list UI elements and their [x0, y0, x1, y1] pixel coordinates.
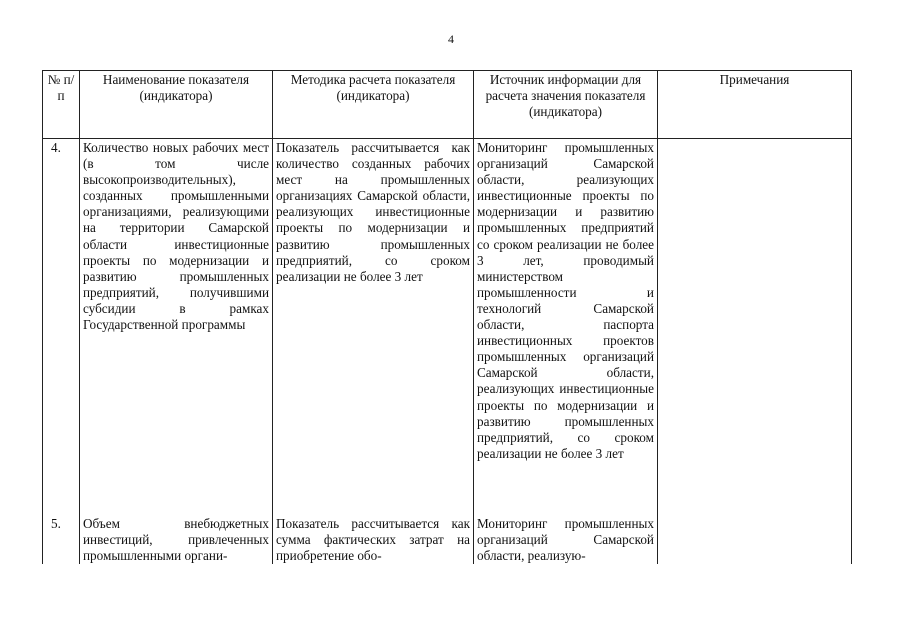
row-number: 4.	[43, 139, 80, 517]
indicators-table	[42, 70, 852, 564]
notes-cell	[658, 139, 852, 517]
row-number: 5.	[43, 516, 80, 564]
header-num: № п/п	[43, 71, 80, 139]
information-source: Мониторинг промышленных организаций Самарской области, реализую-	[474, 516, 658, 564]
indicator-name: Объем внебюджетных инвестиций, привлеченных промышленными органи-	[80, 516, 273, 564]
calculation-method: Показатель рассчитывается как сумма фактических затрат на приобретение обо-	[273, 516, 474, 564]
table-row	[43, 516, 852, 564]
indicator-name: Количество новых рабочих мест (в том числе высокопроизводительных), созданных промышленными организациями, реализующими на территории Самарской области инвестиционные проекты по модернизации и развитию промышленных предприятий, получившими субсидии в рамках Государственной программы	[80, 139, 273, 517]
calculation-method: Показатель рассчитывается как количество созданных рабочих мест на промышленных организациях Самарской области, реализующих инвестиционные проекты по модернизации и развитию промышленных предприятий, со сроком реализации не более 3 лет	[273, 139, 474, 517]
information-source: Мониторинг промышленных организаций Самарской области, реализующих инвестиционные проекты по модернизации и развитию промышленных предприятий со сроком реализации не более 3 лет, проводимый министерством промышленности и технологий Самарской области, паспорта инвестиционных проектов промышленных организаций Самарской области, реализующих инвестиционные проекты по модернизации и развитию промышленных предприятий, со сроком реализации не более 3 лет	[474, 139, 658, 517]
header-method: Методика расчета показателя (индикатора)	[273, 71, 474, 139]
header-notes: Примечания	[658, 71, 852, 139]
notes-cell	[658, 516, 852, 564]
header-source: Источник информации для расчета значения показателя (индикатора)	[474, 71, 658, 139]
table-row	[43, 139, 852, 517]
table-header-row	[43, 71, 852, 139]
page-number: 4	[448, 32, 454, 46]
header-name: Наименование показателя (индикатора)	[80, 71, 273, 139]
